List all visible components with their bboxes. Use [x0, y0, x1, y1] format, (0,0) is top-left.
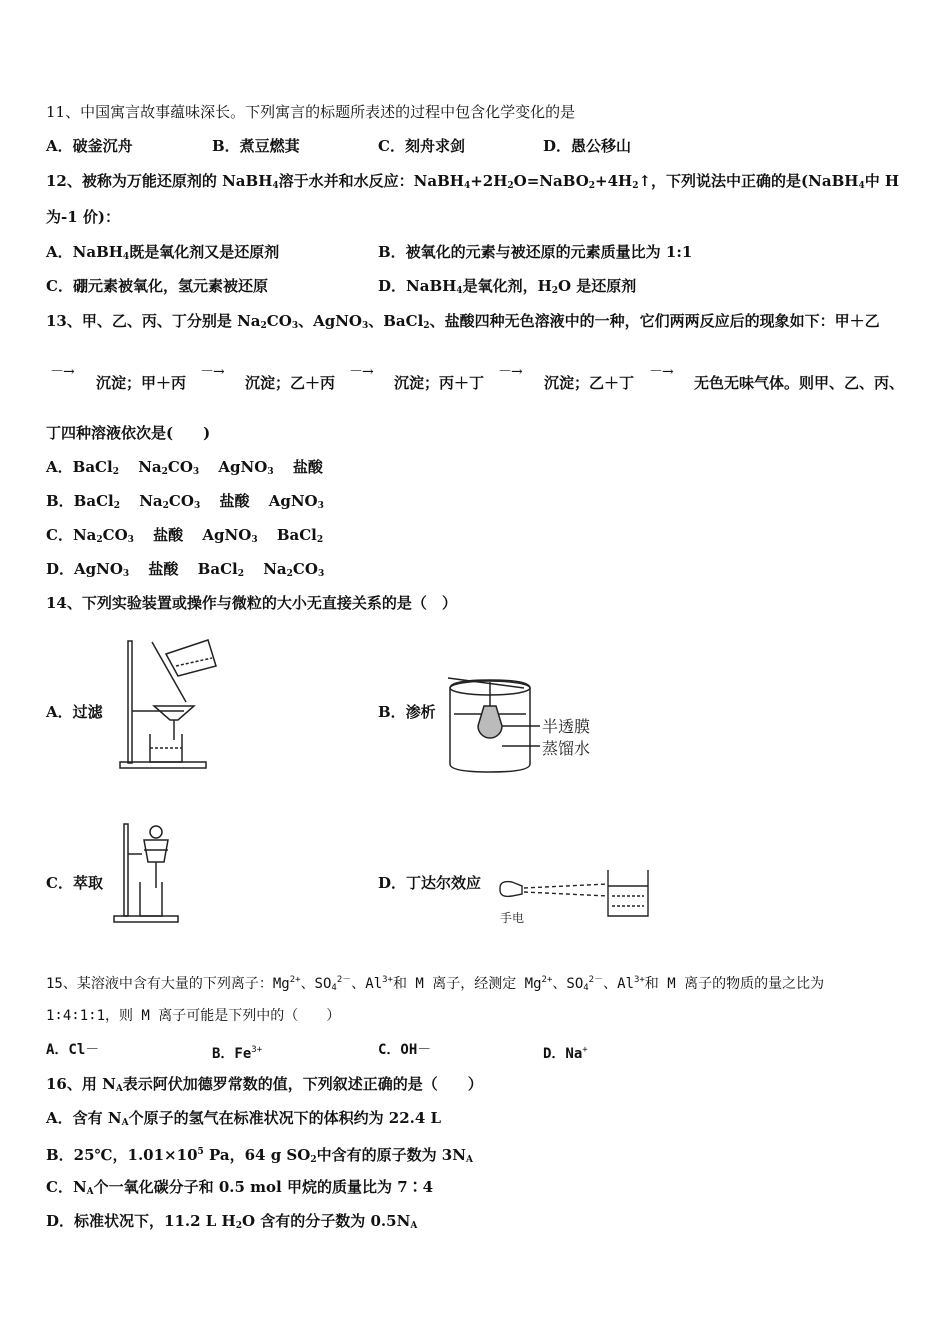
q12-option-c: C．硼元素被氧化，氢元素被还原: [46, 277, 268, 295]
q13-result-5: 无色无味气体。则甲、乙、丙、: [694, 374, 905, 392]
q13-option-d: D．AgNO$_3$ 盐酸 BaCl$_2$ $Na_2CO_3$: [46, 560, 325, 579]
q15-option-b: B．$Fe^{3+}$: [212, 1045, 263, 1062]
q11-stem: 11、中国寓言故事蕴味深长。下列寓言的标题所表述的过程中包含化学变化的是: [46, 103, 576, 121]
tyndall-diagram: [496, 864, 658, 928]
q12-option-b: B．被氧化的元素与被还原的元素质量比为 1:1: [378, 243, 693, 261]
reaction-arrow: －→: [649, 364, 673, 380]
q14-option-b: B．渗析: [378, 703, 436, 721]
q16-option-b: B．25℃，$1.01\times 10^5$ Pa，64 g $SO_2$中含有的原子数为 $3N_A$: [46, 1146, 473, 1165]
reaction-arrow: －→: [349, 364, 373, 380]
q16-option-c: C．$N_A$个一氧化碳分子和 0.5 mol 甲烷的质量比为 7∶4: [46, 1178, 434, 1197]
q11-option-b: B．煮豆燃萁: [212, 137, 300, 155]
reaction-arrow: －→: [200, 364, 224, 380]
q15-option-c: C．OH－: [378, 1042, 432, 1058]
q13-result-4: 沉淀；乙＋丁: [544, 374, 635, 392]
q11-option-d: D．愚公移山: [543, 137, 632, 155]
q15-stem: 15、某溶液中含有大量的下列离子：$Mg^{2+}$、$SO_4^{2-}$、$Al^{3+}$和 M 离子，经测定 $Mg^{2+}$、$SO_4^{2-}$、$Al^{3+}$和 M 离子的物质的量之比为: [46, 975, 825, 993]
q14-option-c: C．萃取: [46, 874, 103, 892]
q12-stem: 12、被称为万能还原剂的 NaBH$_4$溶于水并和水反应：$NaBH_4+2H_2O=NaBO_2+4H_2↑$，下列说法中正确的是(NaBH$_4$中 H: [46, 172, 900, 191]
q13-option-b: B．BaCl$_2$ $Na_2CO_3$ 盐酸 AgNO$_3$: [46, 492, 324, 511]
filtration-diagram: [116, 636, 220, 772]
q15-option-d: D．Na+: [543, 1045, 588, 1062]
q12-stem-line2: 为-1 价)：: [46, 208, 120, 226]
q14-option-a: A．过滤: [46, 703, 103, 721]
q11-option-a: A．破釜沉舟: [46, 137, 133, 155]
reaction-arrow: －→: [50, 364, 74, 380]
semipermeable-membrane-label: 半透膜: [542, 717, 591, 736]
distilled-water-label: 蒸馏水: [542, 739, 591, 758]
q15-option-a: A．Cl－: [46, 1042, 100, 1058]
q13-result-1: 沉淀；甲＋丙: [96, 374, 187, 392]
q12-option-d: D．NaBH$_4$是氧化剂，$H_2O$ 是还原剂: [378, 277, 637, 296]
q16-option-d: D．标准状况下，11.2 L $H_2O$ 含有的分子数为 $0.5N_A$: [46, 1212, 418, 1231]
q13-stem: 13、甲、乙、丙、丁分别是 $Na_2CO_3$、AgNO$_3$、BaCl$_2$、盐酸四种无色溶液中的一种，它们两两反应后的现象如下：甲＋乙: [46, 312, 880, 331]
q12-option-a: A．NaBH$_4$既是氧化剂又是还原剂: [46, 243, 280, 262]
dialysis-diagram: [444, 670, 614, 778]
q14-option-d: D．丁达尔效应: [378, 874, 482, 892]
q13-result-2: 沉淀；乙＋丙: [245, 374, 336, 392]
extraction-diagram: [110, 818, 186, 924]
q13-result-3: 沉淀；丙＋丁: [394, 374, 485, 392]
q11-option-c: C．刻舟求剑: [378, 137, 465, 155]
q13-stem-line3: 丁四种溶液依次是( ): [46, 424, 211, 442]
reaction-arrow: －→: [498, 364, 522, 380]
q16-option-a: A．含有 $N_A$个原子的氢气在标准状况下的体积约为 22.4 L: [46, 1109, 442, 1128]
q15-stem-line2: 1∶4∶1∶1，则 M 离子可能是下列中的（ ）: [46, 1008, 341, 1024]
q13-option-a: A．BaCl$_2$ $Na_2CO_3$ AgNO$_3$ 盐酸: [46, 458, 323, 477]
q13-option-c: C．$Na_2CO_3$ 盐酸 AgNO$_3$ BaCl$_2$: [46, 526, 324, 545]
q16-stem: 16、用 $N_A$表示阿伏加德罗常数的值，下列叙述正确的是（ ）: [46, 1075, 483, 1094]
q14-stem: 14、下列实验装置或操作与微粒的大小无直接关系的是（ ）: [46, 594, 457, 612]
flashlight-label: 手电: [500, 911, 525, 925]
